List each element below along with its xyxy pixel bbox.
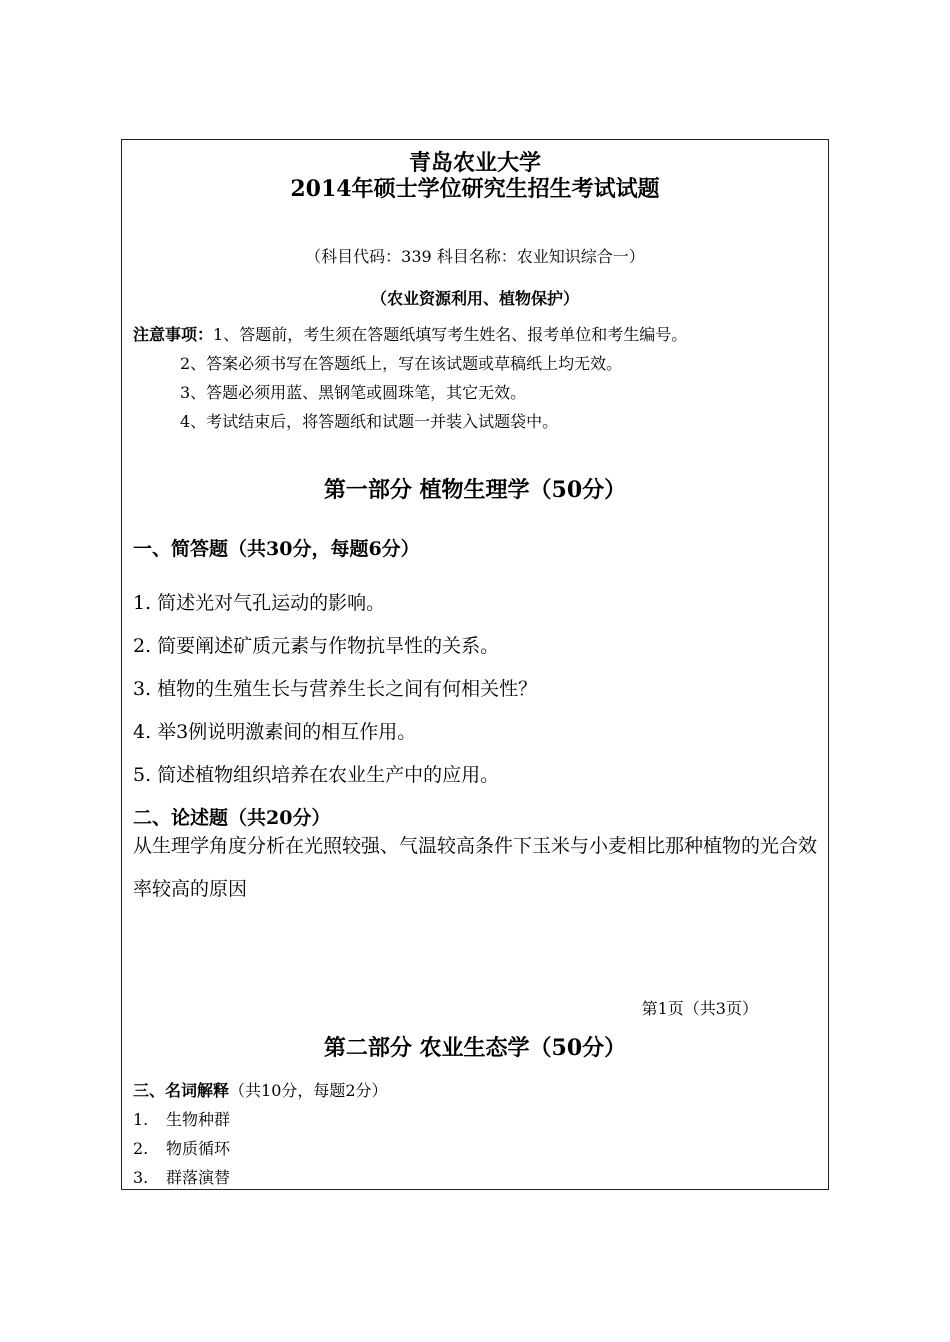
question-3: 3. 植物的生殖生长与营养生长之间有何相关性？	[133, 678, 538, 700]
exam-frame	[121, 139, 829, 1190]
term-number: 2.	[133, 1139, 149, 1158]
section3-title	[133, 1078, 388, 1101]
note-item: 1、答题前，考生须在答题纸填写考生姓名、报考单位和考生编号。	[213, 325, 688, 344]
section1-title: 一、简答题（共30分，每题6分）	[133, 538, 420, 560]
term-item	[133, 1165, 230, 1188]
term-item	[133, 1107, 230, 1130]
note-item: 3、答题必须用蓝、黑钢笔或圆珠笔，其它无效。	[180, 383, 527, 402]
question-4: 4. 举3例说明激素间的相互作用。	[133, 721, 417, 743]
question-2: 2. 简要阐述矿质元素与作物抗旱性的关系。	[133, 635, 500, 657]
note-item: 2、答案必须书写在答题纸上，写在该试题或草稿纸上均无效。	[180, 354, 623, 373]
note-item: 4、考试结束后，将答题纸和试题一并装入试题袋中。	[180, 412, 559, 431]
section3-title-bold: 三、名词解释	[133, 1081, 230, 1100]
question-5: 5. 简述植物组织培养在农业生产中的应用。	[133, 764, 500, 786]
exam-title: 2014年硕士学位研究生招生考试试题	[290, 176, 660, 202]
subject-info: （科目代码：339 科目名称：农业知识综合一）	[305, 247, 645, 266]
term-number: 1.	[133, 1110, 149, 1129]
term-text: 物质循环	[166, 1139, 231, 1158]
university-name: 青岛农业大学	[408, 150, 541, 176]
term-text: 群落演替	[166, 1168, 231, 1187]
essay-question: 从生理学角度分析在光照较强、气温较高条件下玉米与小麦相比那种植物的光合效率较高的原因	[133, 835, 818, 900]
question-1: 1. 简述光对气孔运动的影响。	[133, 592, 386, 614]
term-text: 生物种群	[166, 1110, 231, 1129]
note-line-1	[133, 322, 687, 345]
exam-scope: （农业资源利用、植物保护）	[370, 289, 579, 308]
part1-title: 第一部分 植物生理学（50分）	[323, 477, 627, 503]
section3-title-rest: （共10分，每题2分）	[229, 1081, 388, 1100]
page-number: 第1页（共3页）	[641, 999, 758, 1018]
part2-title: 第二部分 农业生态学（50分）	[323, 1035, 627, 1061]
term-item	[133, 1136, 230, 1159]
section2-title: 二、论述题（共20分）	[133, 807, 331, 829]
notes-label: 注意事项：	[133, 325, 214, 344]
term-number: 3.	[133, 1168, 149, 1187]
